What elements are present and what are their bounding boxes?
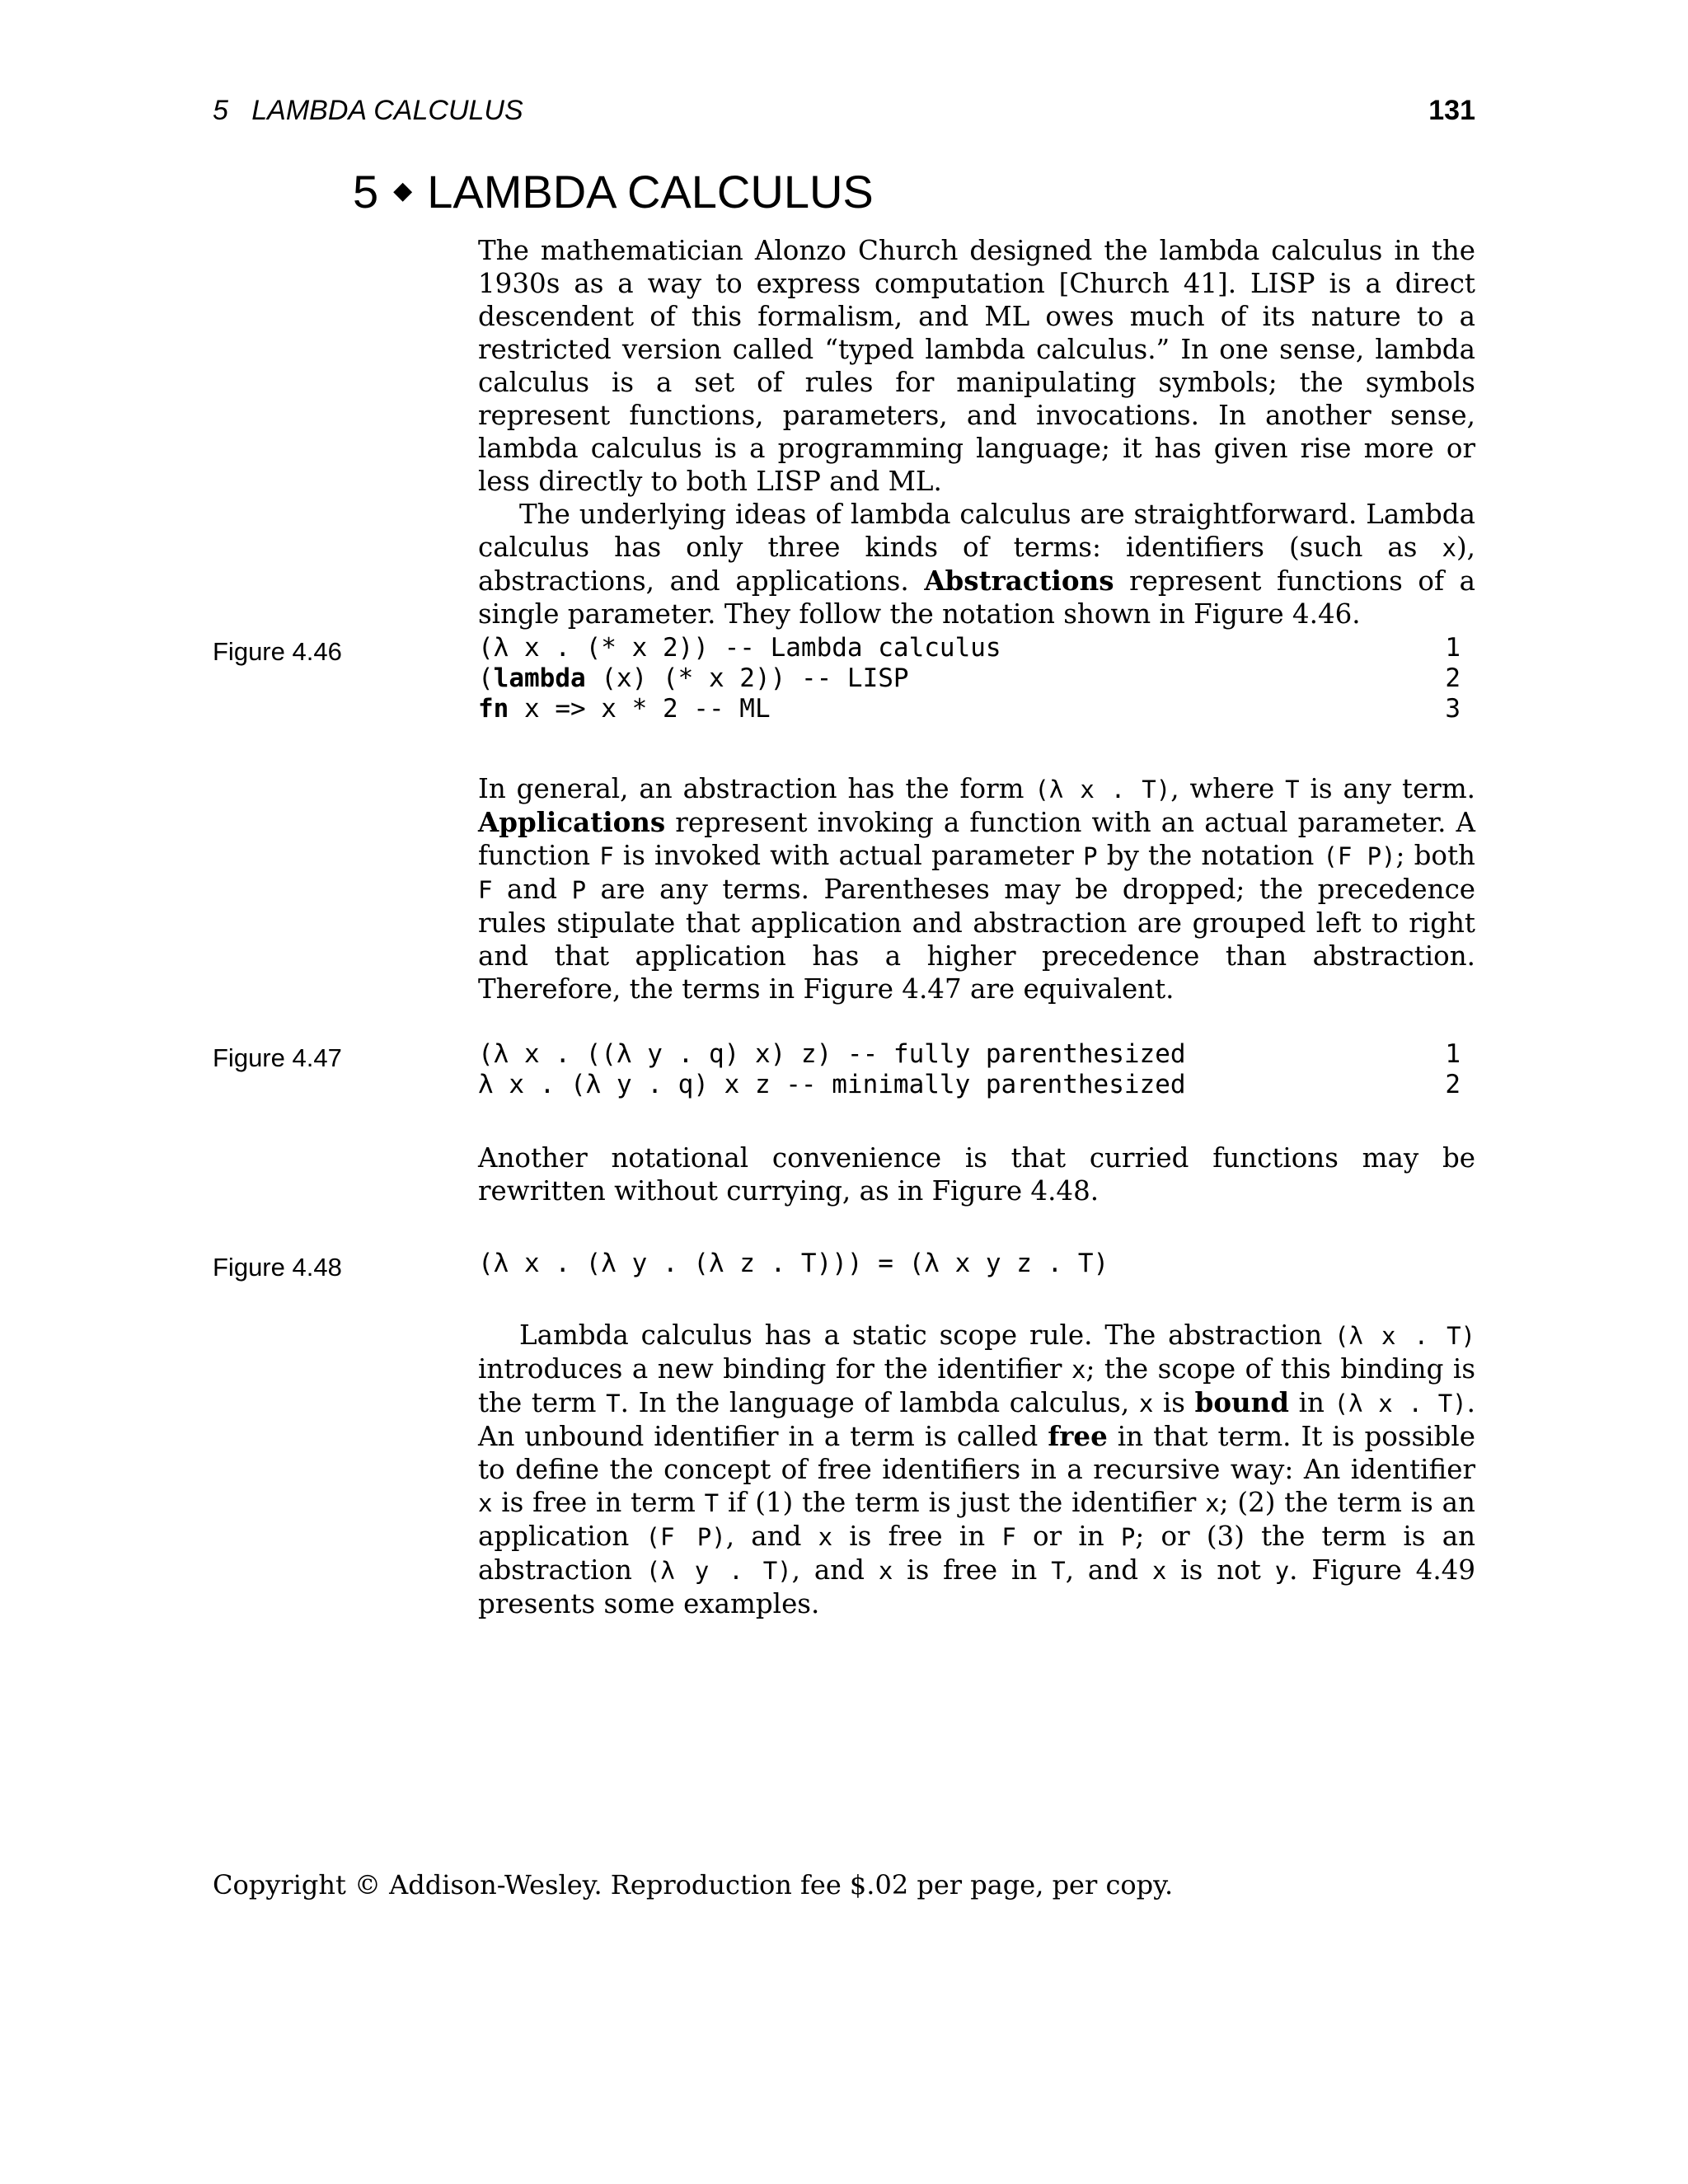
paragraph-scope: Lambda calculus has a static scope rule. The abstraction (λ x . T) introduces a new binding for the identifier x; the scope of this binding is the term T. In the language of lambda calculus, x is bound in (λ x . T). An unbound identifier in a term is called free in that term. It is possible to define the concept of free identifiers in a recursive way: An identifier x is free in term T if (1) the term is just the identifier x; (2) the term is an application (F P), and x is free in F or in P; or (3) the term is an abstraction (λ y . T), and x is free in T, and x is not y. Figure 4.49 presents some examples. (478, 1319, 1476, 1619)
figure-label-4-48: Figure 4.48 (213, 1253, 342, 1282)
paragraph-currying: Another notational convenience is that curried functions may be rewritten without currying, as in Figure 4.48. (478, 1142, 1475, 1207)
chapter-heading (353, 165, 874, 218)
line-number: 2 (1445, 1070, 1461, 1099)
figure-4-48-code (478, 1249, 1475, 1279)
figure-4-46-code (478, 633, 1475, 724)
paragraph-applications: In general, an abstraction has the form (λ x . T), where T is any term. Applications represent invoking a function with an actual parameter. A function F is invoked with actual parameter P by the notation (F P); both F and P are any terms. Parentheses may be dropped; the precedence rules stipulate that application and abstraction are grouped left to right and that application has a higher precedence than abstraction. Therefore, the terms in Figure 4.47 are equivalent. (478, 773, 1475, 1005)
code-line: fn x => x * 2 -- ML 3 (478, 694, 1461, 724)
term-applications: Applications (478, 806, 666, 838)
running-head (213, 95, 1475, 136)
code-line: λ x . (λ y . q) x z -- minimally parenthesized 2 (478, 1070, 1461, 1099)
code-line: (λ x . (λ y . (λ z . T))) = (λ x y z . T) (478, 1249, 1109, 1278)
page-number: 131 (1428, 95, 1475, 126)
figure-label-4-47: Figure 4.47 (213, 1043, 342, 1072)
chapter-title: LAMBDA CALCULUS (427, 166, 874, 218)
code-line: (λ x . ((λ y . q) x) z) -- fully parenthesized 1 (478, 1039, 1461, 1069)
figure-label-4-46: Figure 4.46 (213, 637, 342, 666)
code-line: (λ x . (* x 2)) -- Lambda calculus 1 (478, 633, 1461, 663)
code-line: (lambda (x) (* x 2)) -- LISP 2 (478, 663, 1461, 693)
figure-4-47-code (478, 1039, 1475, 1100)
term-free: free (1048, 1420, 1108, 1452)
running-head-chapter: 5 LAMBDA CALCULUS (213, 95, 523, 126)
line-number: 2 (1445, 663, 1461, 693)
term-bound: bound (1194, 1386, 1290, 1418)
intro-paragraph-1: The mathematician Alonzo Church designed the lambda calculus in the 1930s as a way to express computation [Church 41]. LISP is a direct descendent of this formalism, and ML owes much of its nature to a restricted version called “typed lambda calculus.” In one sense, lambda calculus is a set of rules for manipulating symbols; the symbols represent functions, parameters, and invocations. In another sense, lambda calculus is a programming language; it has given rise more or less directly to both LISP and ML. The underlying ideas of lambda calculus are straightforward. Lambda calculus has only three kinds of terms: identifiers (such as x), abstractions, and applications. Abstractions represent functions of a single parameter. They follow the notation shown in Figure 4.46. (478, 235, 1475, 630)
chapter-number: 5 (353, 166, 379, 218)
diamond-separator-icon: ◆ (393, 176, 413, 204)
copyright-footer: Copyright © Addison-Wesley. Reproduction fee $.02 per page, per copy. (213, 1869, 1174, 1900)
line-number: 3 (1445, 694, 1461, 724)
term-abstractions: Abstractions (924, 565, 1114, 597)
line-number: 1 (1445, 1039, 1461, 1069)
line-number: 1 (1445, 633, 1461, 663)
